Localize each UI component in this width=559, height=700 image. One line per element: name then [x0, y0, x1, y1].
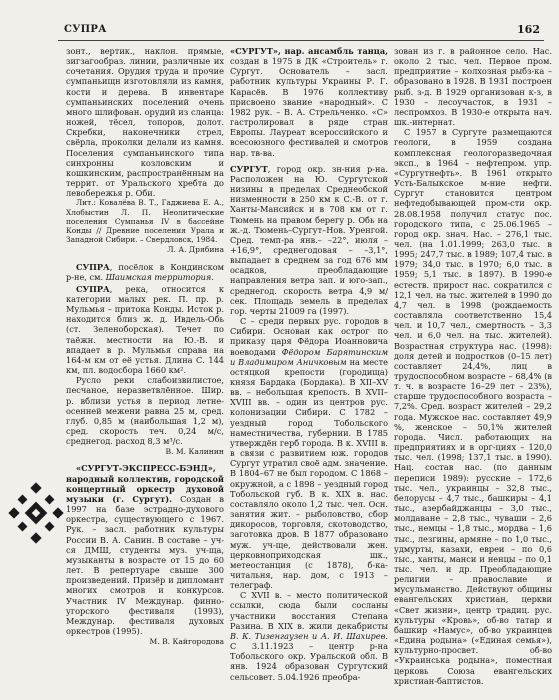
entry-surgut-city [230, 164, 388, 316]
entry-supra-river [66, 284, 224, 375]
sumpanya-continuation: зонт., вертик., наклон. прямые, зигзагообраз. линии, различные их сочетания. Орудия труда и прочие сумпаньищн изготовляли из камня, кости и дерева. В инвентаре сумпаньинских поселений очень много шлифован. орудий из сланца: ножей, тёсел, топоров, долот. Скребки, наконечники стрел, свёрла, проколки делали из камня. Поселения сумпаньинского типа синхронны козловским и кошкинским, распространённым на террит. от Уральского хребта до левобережья р. Оби. [66, 46, 224, 199]
page-number: 162 [517, 23, 540, 36]
entry-paragraph: Русло реки слабоизвилистое, песчаное, неразветвлённое. Шир. р. вблизи устья в период летне-осенней межени равна 25 м, сред. глуб. 0,85 м (наибольшая 1,2 м), сред. скорость теч. 0,24 м/с, среднегод. расход 8,3 м³/с. [66, 375, 224, 447]
page-header [58, 22, 544, 41]
entry-paragraph: С XVII в. – место политической ссылки, сюда были сосланы участники восстания Степана Разина. В XIX в. жили декабристы В. К. Тизенгаузен и А. И. Шахирев. С 3.11.1923 – центр р-на Тобольского окр. Уральской обл. В янв. 1924 образован Сургутский сельсовет. 5.04.1926 преобра- [230, 590, 388, 682]
entry-headword: «СУРГУТ», нар. ансамбль танца, [230, 46, 388, 56]
entry-supra-settlement [66, 262, 224, 282]
entry-paragraph: зован из г. в районное село. Нас. около 2 тыс. чел. Первое пром. предприятие – колхозная рыбз-ка – образовано в 1928. В 1931 построен рыб. з-д. В 1929 организован к-з, в 1930 – лесоучасток, в 1931 – леспромхоз. В 1930-е открыта нач. шк.-интернат. [394, 46, 552, 128]
literature-reference: Лит.: Ковалёва В. Т., Гаджиева Е. А., Хлобыстин Л. П. Неолитические поселения Сумпанья IV в бассейне Конды // Древние поселения Урала и Западной Сибири. – Свердловск, 1984. [66, 198, 224, 245]
entry-headword: СУРГУТ [230, 163, 268, 174]
author-signature: В. М. Калинин [165, 447, 224, 457]
entry-paragraph: С – среди первых рус. городов в Сибири. Основан как острог по приказу царя Фёдора Иоанновича воеводами Фёдором Барятинским и Владимиром Аничковым на месте остяцкой крепости (городища) князя Бардака (Бордака). В XII–XV вв. – небольшая крепость. В XVII–XVIII вв. – один из центров рус. колонизации Сибири. С 1782 – уездный город Тобольского наместничества, губернии. В 1785 утверждён герб города. В к. XVIII в. в связи с развитием юж. городов Сургут утратил своё адм. значение. В 1804–67 не был городом. С 1868 – окружной, а с 1898 – уездный город Тобольской губ. В к. XIX в. нас. составляло около 1,2 тыс. чел. Осн. занятия жит. – рыболовство, сбор дикоросов, торговля, скотоводство, заготовка дров. В 1877 образовано муж. уч-ще, действовали жен. церковноприходская шк., метеостанция (с 1878), б-ка-читальня, нар. дом, с 1913 – телеграф. [230, 316, 389, 591]
cross-reference-link[interactable]: Шаимская территория. [105, 271, 214, 282]
column-1 [66, 46, 224, 653]
entry-headword: «СУРГУТ-ЭКСПРЕСС-БЭНД», народный коллектив, городской концертный оркестр духовой музыки (г. Сургут). [66, 463, 224, 504]
entry-text: Создан в 1997 на базе эстрадно-духового оркестра, существующего с 1967. Рук. – засл. работник культуры России В. А. Санин. В составе – уч-ся ДМШ, студенты муз. уч-ща, музыканты в возрасте от 15 до 60 лет. В репертуаре свыше 300 произведений. Призёр и дипломант многих смотров и конкурсов. Участник IV Междунар. финно-угорского фестиваля (1993), Междунар. фестиваля духовых оркестров (1995). [66, 493, 224, 636]
entry-text: , город окр. зн-ния р-на. Расположен на Ю. Сургутской низины в пределах Среднеобской низменности в 250 км к С.-В. от г. Ханты-Мансийск и в 708 км от г. Тюмень на правом берегу р. Обь на ж.-д. Тюмень–Сургут–Нов. Уренгой. Сред. темп-ра янв.– –22°, июля – +16,9°, среднегодовая – –3,1°, выпадает в среднем за год 676 мм осадков, преобладающие направления ветра зап. и юго-зап., среднегод. скорость ветра 4,9 м/сек. Площадь земель в пределах гор. черты 21009 га (1997). [230, 163, 388, 316]
entry-headword: СУПРА [76, 261, 110, 272]
column-3 [394, 46, 552, 686]
ornament-icon [8, 482, 64, 544]
column-2 [230, 46, 388, 682]
entry-surgut-express-band [66, 463, 224, 636]
author-signature: Л. А. Дрябина [167, 245, 224, 255]
entry-paragraph: С 1957 в Сургуте размещаются геологи, в 1959 создана комплексная геологоразведочная эксп., в 1964 – нефтепром. упр. «Сургутнефть». В 1961 открыто Усть-Балыкское м-ние нефти. Сургут становится центром нефтедобывающей пром-сти окр. 28.08.1958 получил статус пос. городского типа, с 25.06.1965 – город окр. знач. Нас. – 276,1 тыс. чел. (на 1.01.1999; 263,0 тыс. в 1995; 247,7 тыс. в 1989; 107,4 тыс. в 1979; 34,0 тыс. в 1970; 6,0 тыс. в 1959; 5,1 тыс. в 1897). В 1990-е естеств. прирост нас. сократился с 12,1 чел. на тыс. жителей в 1990 до 4,7 чел. в 1998 (рождаемость составляла соответственно 15,4 чел. и 10,7 чел., смертность – 3,3 чел. и 6,0 чел. на тыс. жителей). Возрастная структура нас. (1998): доля детей и подростков (0–15 лет) составляет 24,4%, лиц в трудоспособном возрасте – 68,4% (в т. ч. в возрасте 16–29 лет – 23%), старше трудоспособного возраста – 7,2%. Сред. возраст жителей – 29,2 года. Мужское нас. составляет 49,9 %, женское – 50,1% жителей города. Числ. работающих на предприятиях и в орг-циях – 120,0 тыс. чел. (1998; 137,1 тыс. в 1990). Нац. состав нас. (по данным переписи 1989): русские – 172,6 тыс. чел., украинцы – 32,8 тыс., белорусы – 4,7 тыс., башкиры – 4,1 тыс., азербайджанцы – 3,0 тыс., молдаване – 2,8 тыс., чуваши – 2,6 тыс., немцы – 1,8 тыс., мордва – 1,6 тыс., лезгины, армяне – по 1,0 тыс., удмурты, казахи, евреи – по 0,6 тыс., ханты, манси и ненцы – по 0,1 тыс. чел. и др. Преобладающие религии – православие и мусульманство. Действуют общины евангельских христиан, церкви «Свет жизни», центр традиц. рус. культуры «Кровь», об-во татар и башкир «Намус», об-во украинцев «Едина родына» («Единая семья»), культурно-просвет. об-во «Украинська родына», поместная церковь Союза евангельских христиан-баптистов. [394, 127, 552, 686]
entry-surgut-dance [230, 46, 388, 158]
entry-text: , посёлок в Кондинском р-не, см. [66, 261, 224, 282]
decembrists-names: В. К. Тизенгаузен и А. И. Шахирев. [230, 630, 388, 641]
entry-text: , река, относится к категории малых рек. П. пр. р. Мульмья – притока Конды. Исток р. находится близ ж. д. Ивдель-Обь (ст. Зеленоборская). Течет по таёжн. местности на Ю.-В. и впадает в р. Мульмья справа на 164-м км от её устья. Длина С. 144 км, пл. водосбора 1660 км². [66, 283, 224, 376]
founders-names: Фёдором Барятинским и Владимиром Аничковым [230, 346, 388, 367]
author-signature: М. В. Кайгородова [149, 637, 224, 647]
entry-text: создан в 1975 в ДК «Строитель» г. Сургут. Основатель – засл. работник культуры Украины Р. Г. Карасёв. В 1976 коллективу присвоено звание «народный». С 1982 рук. – В. А. Стрельченко. «С» гастролировал в ряде стран Европы. Лауреат всероссийского и всесоюзного фестивалей и смотров нар. тв-ва. [230, 56, 388, 158]
entry-headword: СУПРА [76, 283, 110, 294]
running-head: СУПРА [64, 24, 107, 35]
